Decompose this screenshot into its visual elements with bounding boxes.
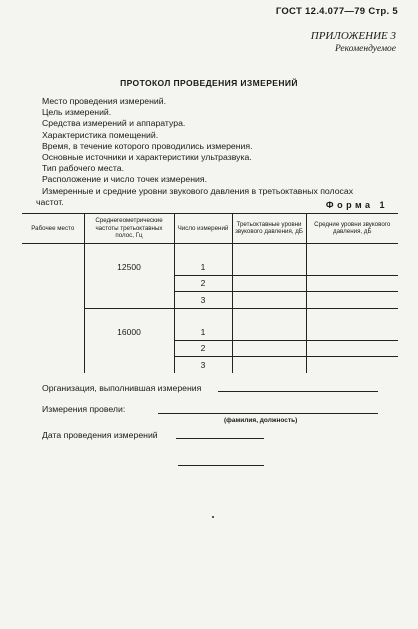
level-cell: [232, 340, 306, 357]
count-cell: 2: [174, 275, 232, 292]
header-measurement-count: Число измерений: [174, 214, 232, 244]
count-cell: 3: [174, 292, 232, 309]
table-row: [22, 340, 398, 357]
level-cell: [232, 259, 306, 275]
count-cell: 1: [174, 259, 232, 275]
organization-label: Организация, выполнившая измерения: [42, 383, 202, 393]
protocol-item: Время, в течение которого проводились измерения.: [42, 140, 253, 151]
average-cell: [306, 340, 398, 357]
table-header-row: [22, 214, 398, 244]
frequency-cell: 12500: [84, 259, 174, 275]
page-dot: [212, 516, 214, 518]
level-cell: [232, 292, 306, 309]
protocol-item: Средства измерений и аппаратура.: [42, 118, 186, 129]
protocol-item: Характеристика помещений.: [42, 129, 159, 140]
protocol-item: Расположение и число точек измерения.: [42, 174, 208, 185]
frequency-cell: 16000: [84, 324, 174, 340]
average-cell: [306, 259, 398, 275]
count-cell: 3: [174, 357, 232, 373]
level-cell: [232, 324, 306, 340]
appendix-block: [311, 30, 396, 56]
table-row: [22, 324, 398, 340]
header-third-octave-levels: Третьоктавные уровни звукового давления, дБ: [232, 214, 306, 244]
performed-by-fill-line: [158, 413, 378, 414]
protocol-item: Основные источники и характеристики ультразвука.: [42, 152, 252, 163]
level-cell: [232, 275, 306, 292]
count-cell: 1: [174, 324, 232, 340]
average-cell: [306, 292, 398, 309]
date-label: Дата проведения измерений: [42, 430, 158, 440]
table-row: [22, 275, 398, 292]
table-row: [22, 357, 398, 373]
bottom-fill-line: [178, 465, 264, 466]
appendix-subtitle: Рекомендуемое: [334, 44, 396, 54]
date-fill-line: [176, 438, 264, 439]
protocol-title: ПРОТОКОЛ ПРОВЕДЕНИЯ ИЗМЕРЕНИЙ: [120, 78, 298, 88]
protocol-item-continuation: частот.: [36, 196, 64, 207]
protocol-item: Место проведения измерений.: [42, 96, 167, 106]
measurements-table: [22, 213, 398, 373]
average-cell: [306, 275, 398, 292]
page-header: ГОСТ 12.4.077—79 Стр. 5: [275, 6, 398, 17]
average-cell: [306, 324, 398, 340]
table-row: [22, 259, 398, 275]
protocol-item: Измеренные и средние уровни звукового давления в третьоктавных полосах: [42, 185, 354, 196]
performed-by-label: Измерения провели:: [42, 404, 126, 414]
header-average-levels: Средние уровни звукового давления, дБ: [306, 214, 398, 244]
performed-by-caption: (фамилия, должность): [224, 417, 298, 424]
count-cell: 2: [174, 340, 232, 357]
header-workplace: Рабочее место: [22, 214, 84, 244]
table-row: [22, 292, 398, 309]
header-frequencies: Среднегеометрические частоты третьоктавных полос, Гц: [84, 214, 174, 244]
protocol-item: Тип рабочего места.: [42, 163, 125, 174]
protocol-items: [36, 96, 392, 208]
appendix-title: ПРИЛОЖЕНИЕ 3: [310, 30, 396, 42]
form-label: Форма 1: [325, 200, 388, 210]
organization-fill-line: [218, 391, 378, 392]
protocol-item: Цель измерений.: [42, 107, 112, 118]
